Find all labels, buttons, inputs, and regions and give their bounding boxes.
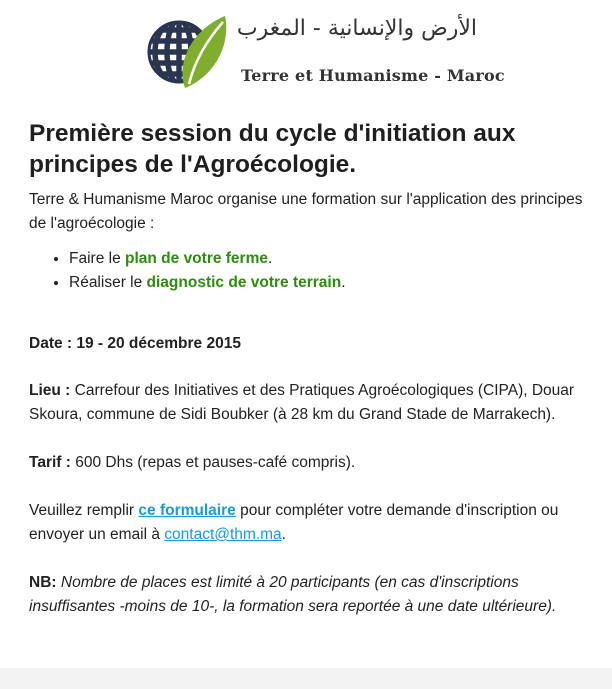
registration-form-link[interactable]: ce formulaire [138, 502, 236, 519]
intro-paragraph: Terre & Humanisme Maroc organise une formation sur l'application des principes de l'agroécologie : [29, 191, 583, 232]
list-item [69, 271, 589, 295]
event-date: Date : 19 - 20 décembre 2015 [29, 335, 241, 352]
price-text: 600 Dhs (repas et pauses-café compris). [75, 454, 356, 471]
note-paragraph [29, 571, 589, 619]
logo-french-text: Terre et Humanisme - Maroc [241, 66, 505, 85]
note-text: Nombre de places est limité à 20 participants (en cas d'inscriptions insuffisantes -moins de 10-, la formation sera reportée à une date ultérieure). [29, 574, 557, 615]
bullet-list [29, 247, 589, 295]
price-label: Tarif : [29, 454, 71, 471]
list-item-highlight: plan de votre ferme [125, 250, 268, 267]
main-content [29, 118, 589, 619]
list-item [69, 247, 589, 271]
list-item-text: Faire le [69, 250, 125, 267]
list-item-suffix: . [341, 274, 346, 291]
list-item-highlight: diagnostic de votre terrain [146, 274, 342, 291]
location-label: Lieu : [29, 382, 71, 399]
registration-text: Veuillez remplir [29, 502, 139, 519]
note-label: NB: [29, 574, 57, 591]
registration-paragraph [29, 499, 589, 547]
logo [145, 10, 505, 95]
page-title: Première session du cycle d'initiation aux principes de l'Agroécologie. [29, 120, 516, 178]
registration-text-middle: pour compléter votre demande d'inscription ou envoyer un email à [29, 502, 559, 543]
logo-arabic-text: الأرض والإنسانية - المغرب [236, 16, 477, 41]
event-price [29, 451, 589, 475]
contact-email-link[interactable]: contact@thm.ma [164, 526, 282, 543]
footer-strip [0, 668, 612, 689]
globe-leaf-icon [145, 10, 235, 95]
registration-text-end: . [281, 526, 286, 543]
event-location [29, 379, 589, 427]
list-item-suffix: . [268, 250, 273, 267]
list-item-text: Réaliser le [69, 274, 147, 291]
location-text: Carrefour des Initiatives et des Pratiques Agroécologiques (CIPA), Douar Skoura, commune de Sidi Boubker (à 28 km du Grand Stade de Marrakech). [29, 382, 575, 423]
